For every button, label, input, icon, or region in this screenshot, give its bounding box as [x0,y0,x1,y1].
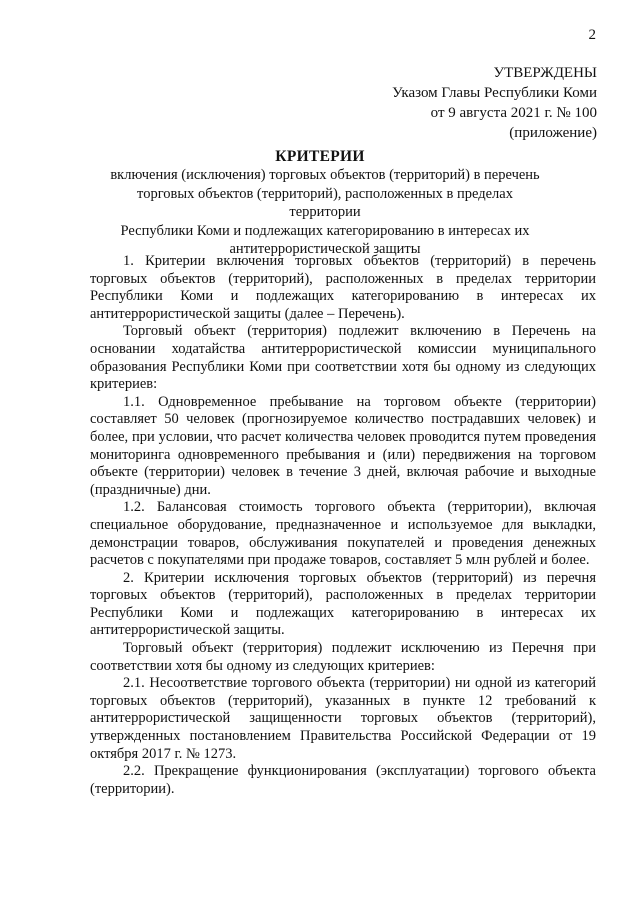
paragraph-2: 2. Критерии исключения торговых объектов (территорий) из перечня торговых объектов (территорий), расположенных в пределах территории Республики Коми и подлежащих категорированию в интересах их антитеррористической защиты. [90,569,596,639]
document-body [90,253,596,798]
approval-block [392,63,597,143]
approval-heading: УТВЕРЖДЕНЫ [493,65,597,81]
paragraph-1-1: 1.1. Одновременное пребывание на торговом объекте (территории) составляет 50 человек (прогнозируемое количество пострадавших человек) и более, при условии, что расчет количества человек проводится путем проведения мониторинга одновременного пребывания и (или) передвижения на торговом объекте (территории) человек в течение 3 дней, включая рабочие и выходные (праздничные) дни. [90,393,596,498]
paragraph-inclusion-basis: Торговый объект (территория) подлежит включению в Перечень на основании ходатайства антитеррористической комиссии муниципального образования Республики Коми при соответствии хотя бы одному из следующих критериев: [90,323,596,393]
approval-decree: Указом Главы Республики Коми [392,85,597,101]
approval-date: от 9 августа 2021 г. № 100 [430,105,597,121]
page-number: 2 [588,27,596,43]
subtitle-line: включения (исключения) торговых объектов (территорий) в перечень [110,167,540,183]
subtitle-line: торговых объектов (территорий), расположенных в пределах территории [137,185,513,220]
paragraph-2-2: 2.2. Прекращение функционирования (эксплуатации) торгового объекта (территории). [90,763,596,797]
paragraph-1-2: 1.2. Балансовая стоимость торгового объекта (территории), включая специальное оборудование, предназначенное и используемое для выкладки, демонстрации товаров, обслуживания покупателей и проведения денежных расчетов с покупателями при продаже товаров, составляет 5 млн рублей и более. [90,499,596,569]
paragraph-exclusion-basis: Торговый объект (территория) подлежит исключению из Перечня при соответствии хотя бы одному из следующих критериев: [90,640,596,674]
document-subtitle [100,166,550,259]
document-title: КРИТЕРИИ [275,148,365,165]
paragraph-1: 1. Критерии включения торговых объектов (территорий) в перечень торговых объектов (территорий), расположенных в пределах территории Республики Коми и подлежащих категорированию в интересах их антитеррористической защиты (далее – Перечень). [90,253,596,322]
subtitle-line: антитеррористической защиты [229,241,421,257]
subtitle-line: Республики Коми и подлежащих категорированию в интересах их [120,222,530,239]
paragraph-2-1: 2.1. Несоответствие торгового объекта (территории) ни одной из категорий торговых объектов (территорий), указанных в пункте 12 требований к антитеррористической защищенности торговых объектов (территорий), утвержденных постановлением Правительства Российской Федерации от 19 октября 2017 г. № 1273. [90,675,596,762]
approval-appendix: (приложение) [509,125,597,141]
